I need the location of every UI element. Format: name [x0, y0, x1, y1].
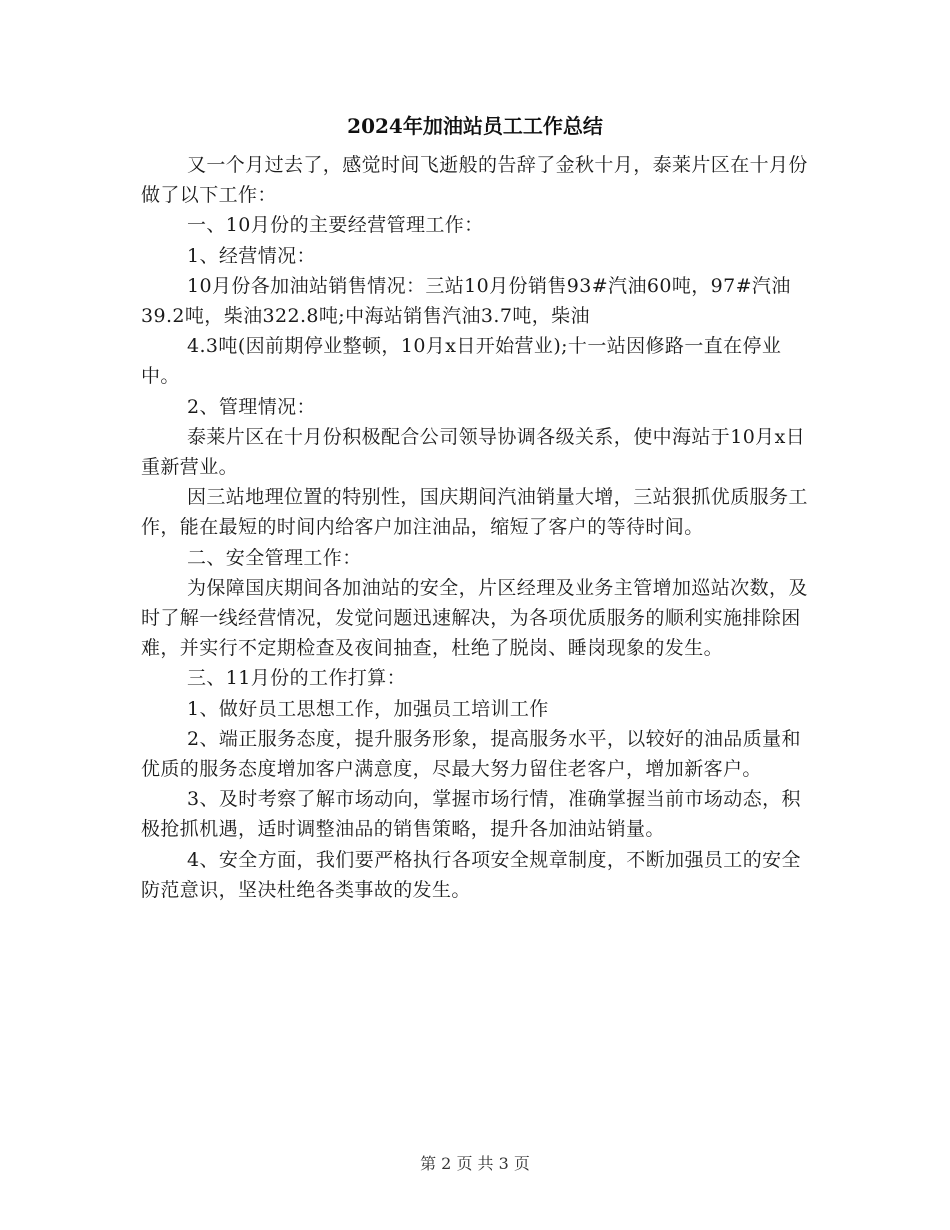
paragraph: 又一个月过去了，感觉时间飞逝般的告辞了金秋十月，泰莱片区在十月份做了以下工作：	[141, 154, 808, 207]
paragraph: 因三站地理位置的特别性，国庆期间汽油销量大增，三站狠抓优质服务工作，能在最短的时间内给客户加注油品，缩短了客户的等待时间。	[141, 486, 808, 539]
list-item: 3、及时考察了解市场动向，掌握市场行情，准确掌握当前市场动态，积极抢抓机遇，适时调整油品的销售策略，提升各加油站销量。	[141, 788, 801, 841]
page-number-footer: 第 2 页 共 3 页	[420, 1154, 530, 1173]
paragraph: 4.3吨(因前期停业整顿，10月x日开始营业);十一站因修路一直在停业中。	[141, 335, 782, 388]
section-heading: 二、安全管理工作：	[187, 546, 362, 569]
document-body	[141, 150, 811, 905]
list-item: 4、安全方面，我们要严格执行各项安全规章制度，不断加强员工的安全防范意识，坚决杜绝各类事故的发生。	[141, 848, 801, 901]
document-title: 2024年加油站员工工作总结	[347, 114, 603, 138]
section-heading: 一、10月份的主要经营管理工作：	[187, 214, 484, 237]
list-item: 2、端正服务态度，提升服务形象，提高服务水平，以较好的油品质量和优质的服务态度增加客户满意度，尽最大努力留住老客户，增加新客户。	[141, 727, 801, 781]
list-item: 1、做好员工思想工作，加强员工培训工作	[187, 697, 549, 720]
paragraph: 为保障国庆期间各加油站的安全，片区经理及业务主管增加巡站次数，及时了解一线经营情况，发觉问题迅速解决，为各项优质服务的顺利实施排除困难，并实行不定期检查及夜间抽查，杜绝了脱岗、睡岗现象的发生。	[141, 576, 808, 660]
paragraph: 泰莱片区在十月份积极配合公司领导协调各级关系，使中海站于10月x日重新营业。	[141, 425, 806, 479]
subsection-heading: 1、经营情况：	[187, 244, 316, 267]
subsection-heading: 2、管理情况：	[187, 395, 316, 418]
section-heading: 三、11月份的工作打算：	[187, 667, 406, 690]
paragraph: 10月份各加油站销售情况：三站10月份销售93#汽油60吨，97#汽油39.2吨，柴油322.8吨;中海站销售汽油3.7吨，柴油	[141, 274, 791, 328]
